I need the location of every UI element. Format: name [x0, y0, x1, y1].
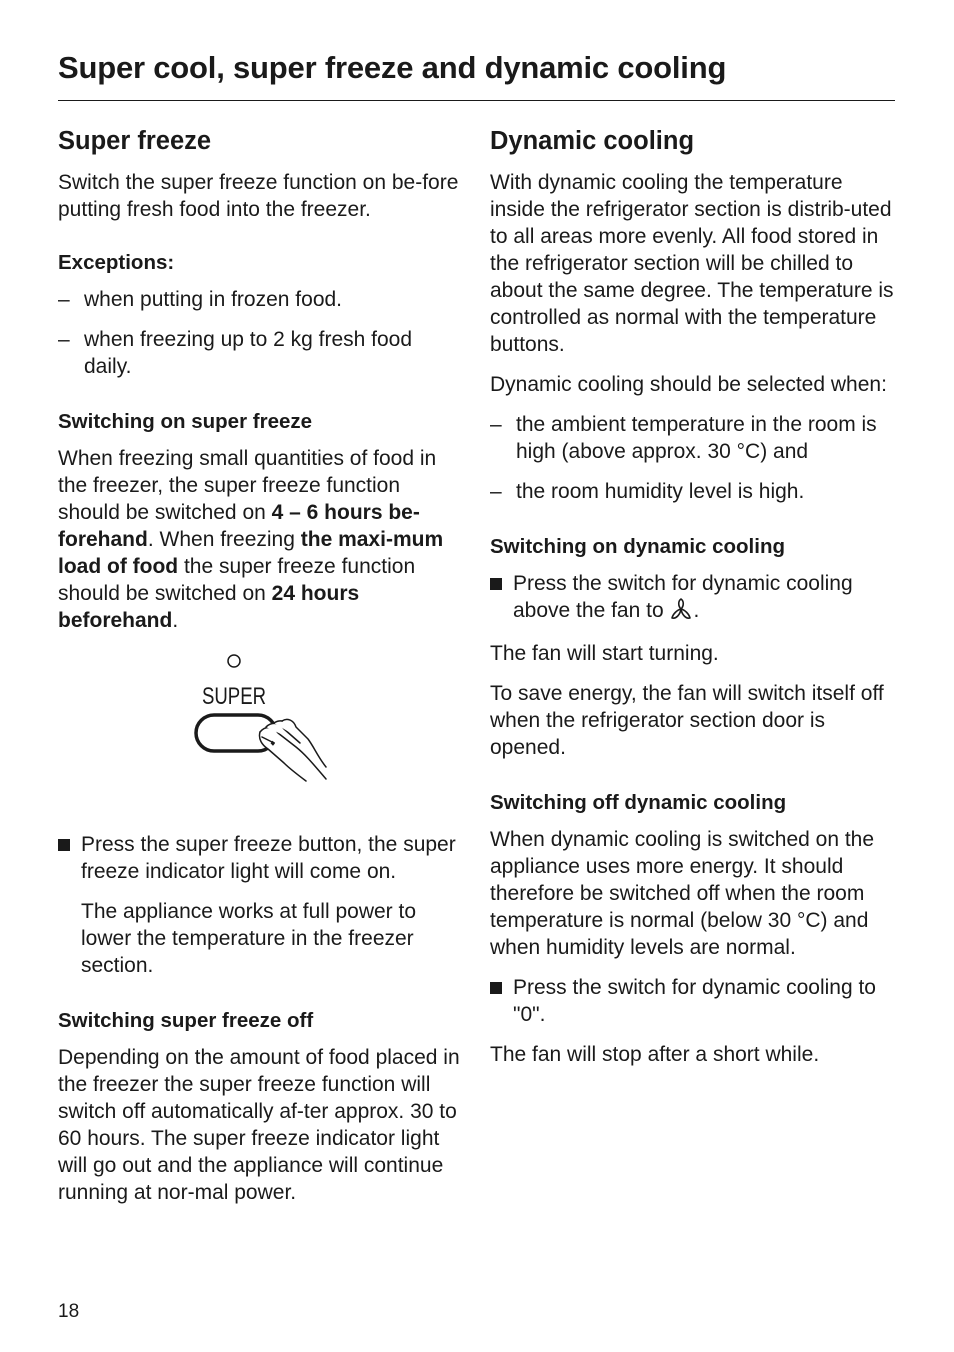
- square-bullet-icon: [490, 982, 502, 994]
- condition-item: [490, 478, 895, 505]
- switch-on-dynamic-cooling-heading: Switching on dynamic cooling: [490, 535, 785, 558]
- switch-super-freeze-off-heading: Switching super freeze off: [58, 1009, 314, 1032]
- super-button-illustration: [188, 647, 398, 782]
- fan-icon: [669, 598, 693, 627]
- fan-stop-text: The fan will stop after a short while.: [490, 1043, 820, 1066]
- save-energy-text: To save energy, the fan will switch itself off when the refrigerator section door is opened.: [490, 682, 884, 759]
- super-freeze-intro: Switch the super freeze function on be-fore putting fresh food into the freezer.: [58, 171, 459, 221]
- super-label: SUPER: [202, 683, 266, 710]
- exception-text: when freezing up to 2 kg fresh food daily.: [84, 328, 413, 378]
- super-button-figure: [58, 647, 463, 817]
- square-bullet-icon: [490, 578, 502, 590]
- exception-text: when putting in frozen food.: [84, 288, 343, 311]
- switch-on-dynamic-cooling-step: Press the switch for dynamic cooling above the fan to .: [490, 570, 895, 627]
- switch-on-super-freeze-heading: Switching on super freeze: [58, 410, 313, 433]
- switch-off-dynamic-cooling-text: When dynamic cooling is switched on the appliance uses more energy. It should therefore be switched off when the room temperature is normal (below 30 °C) and when humidity levels are normal.: [490, 828, 875, 959]
- switch-super-freeze-off-text: Depending on the amount of food placed in the freezer the super freeze function will switch off automatically af-ter approx. 30 to 60 hours. The super freeze indicator light will go out and the appliance will continue running at nor-mal power.: [58, 1046, 460, 1204]
- switch-off-step-text: Press the switch for dynamic cooling to "0".: [513, 976, 876, 1026]
- dash-mark: –: [58, 328, 70, 351]
- square-bullet-icon: [58, 839, 70, 851]
- switch-off-dynamic-cooling-heading: Switching off dynamic cooling: [490, 791, 787, 814]
- dash-mark: –: [490, 480, 502, 503]
- switch-on-super-freeze-text: When freezing small quantities of food in the freezer, the super freeze function should be switched on 4 – 6 hours be-forehand. When freezing the maxi-mum load of food the super freeze function should be switched on 24 hours beforehand.: [58, 447, 444, 632]
- exceptions-heading: Exceptions:: [58, 251, 175, 274]
- pressing-hand-icon: [259, 719, 326, 781]
- left-column: [58, 124, 463, 1219]
- switch-off-dynamic-cooling-step: [490, 974, 895, 1028]
- super-freeze-heading: Super freeze: [58, 127, 212, 155]
- indicator-light-icon: [228, 655, 240, 667]
- press-super-freeze-step: [58, 831, 463, 885]
- page-number: 18: [58, 1301, 80, 1322]
- press-super-freeze-text: Press the super freeze button, the super freeze indicator light will come on.: [81, 833, 456, 883]
- dynamic-cooling-heading: Dynamic cooling: [490, 127, 695, 155]
- right-column: [490, 124, 895, 1081]
- condition-text: the ambient temperature in the room is high (above approx. 30 °C) and: [516, 413, 877, 463]
- page-title: Super cool, super freeze and dynamic cooling: [58, 50, 727, 85]
- exception-item: [58, 326, 463, 380]
- dash-mark: –: [58, 288, 70, 311]
- dynamic-cooling-intro: With dynamic cooling the temperature inside the refrigerator section is distrib-uted to all areas more evenly. All food stored in the refrigerator section will be chilled to about the same degree. The temperature is controlled as normal with the temperature buttons.: [490, 171, 894, 356]
- dynamic-cooling-select-when: Dynamic cooling should be selected when:: [490, 373, 887, 396]
- fan-start-text: The fan will start turning.: [490, 642, 719, 665]
- dash-mark: –: [490, 413, 502, 436]
- switch-on-step-text: Press the switch for dynamic cooling above the fan to: [513, 572, 853, 622]
- condition-item: [490, 411, 895, 465]
- press-super-freeze-note: The appliance works at full power to lower the temperature in the freezer section.: [81, 900, 417, 977]
- condition-text: the room humidity level is high.: [516, 480, 805, 503]
- title-divider: [58, 100, 895, 101]
- exception-item: [58, 286, 463, 313]
